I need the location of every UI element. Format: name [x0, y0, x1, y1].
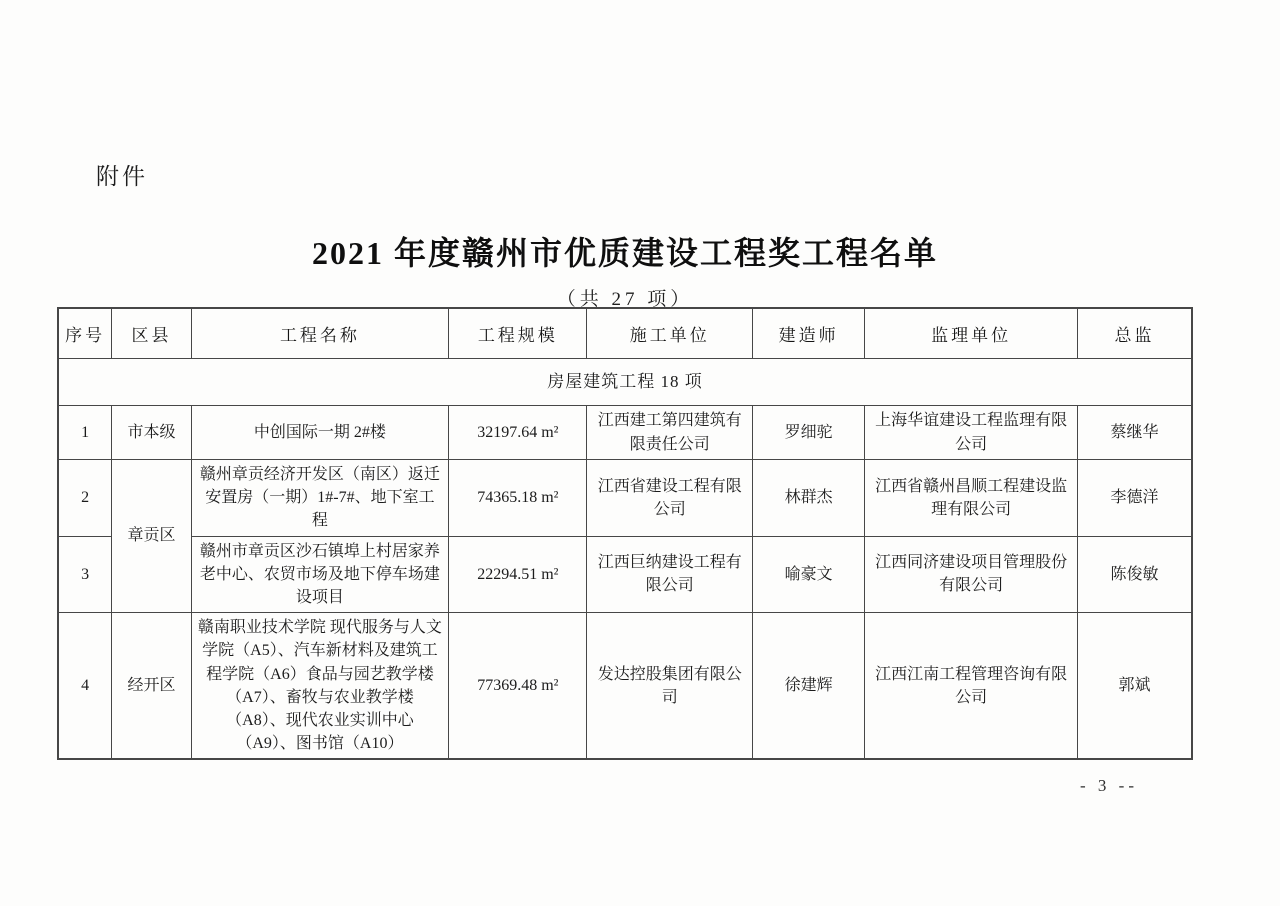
- cell-builder: 喻豪文: [753, 536, 865, 613]
- cell-chief-supervisor: 李德洋: [1077, 460, 1192, 537]
- cell-contractor: 江西巨纳建设工程有限公司: [587, 536, 753, 613]
- cell-district: 章贡区: [112, 460, 191, 613]
- cell-district: 市本级: [112, 406, 191, 460]
- cell-supervision-unit: 江西同济建设项目管理股份有限公司: [865, 536, 1078, 613]
- table-row: [58, 460, 1192, 537]
- cell-project-name: 赣州市章贡区沙石镇埠上村居家养老中心、农贸市场及地下停车场建设项目: [191, 536, 448, 613]
- page-number: - 3 --: [1080, 776, 1138, 795]
- cell-contractor: 江西建工第四建筑有限责任公司: [587, 406, 753, 460]
- cell-project-name: 赣南职业技术学院 现代服务与人文学院（A5）、汽车新材料及建筑工程学院（A6）食品与园艺教学楼（A7）、畜牧与农业教学楼（A8）、现代农业实训中心（A9）、图书馆（A10）: [191, 613, 448, 760]
- cell-supervision-unit: 上海华谊建设工程监理有限公司: [865, 406, 1078, 460]
- column-header-builder: 建造师: [753, 308, 865, 359]
- projects-table: [57, 307, 1193, 760]
- cell-no: 2: [58, 460, 112, 537]
- cell-builder: 林群杰: [753, 460, 865, 537]
- cell-chief-supervisor: 蔡继华: [1077, 406, 1192, 460]
- cell-scale: 22294.51 m²: [449, 536, 587, 613]
- attachment-label: 附件: [96, 164, 148, 189]
- cell-contractor: 江西省建设工程有限公司: [587, 460, 753, 537]
- column-header-scale: 工程规模: [449, 308, 587, 359]
- cell-builder: 罗细驼: [753, 406, 865, 460]
- cell-no: 3: [58, 536, 112, 613]
- cell-district: 经开区: [112, 613, 191, 760]
- title-block: [57, 228, 1193, 311]
- cell-supervision-unit: 江西江南工程管理咨询有限公司: [865, 613, 1078, 760]
- cell-supervision-unit: 江西省赣州昌顺工程建设监理有限公司: [865, 460, 1078, 537]
- section-header-row: [58, 359, 1192, 406]
- table-row: [58, 536, 1192, 613]
- cell-chief-supervisor: 陈俊敏: [1077, 536, 1192, 613]
- column-header-district: 区县: [112, 308, 191, 359]
- cell-no: 4: [58, 613, 112, 760]
- page-subtitle: （共 27 项）: [556, 289, 694, 310]
- column-header-project-name: 工程名称: [191, 308, 448, 359]
- column-header-no: 序号: [58, 308, 112, 359]
- table-row: [58, 613, 1192, 760]
- cell-scale: 32197.64 m²: [449, 406, 587, 460]
- table-row: [58, 406, 1192, 460]
- cell-builder: 徐建辉: [753, 613, 865, 760]
- cell-project-name: 中创国际一期 2#楼: [191, 406, 448, 460]
- page-title: 2021 年度赣州市优质建设工程奖工程名单: [311, 235, 938, 271]
- cell-contractor: 发达控股集团有限公司: [587, 613, 753, 760]
- cell-no: 1: [58, 406, 112, 460]
- column-header-chief-supervisor: 总监: [1077, 308, 1192, 359]
- section-header: 房屋建筑工程 18 项: [58, 359, 1192, 406]
- column-header-contractor: 施工单位: [587, 308, 753, 359]
- column-header-supervision-unit: 监理单位: [865, 308, 1078, 359]
- cell-scale: 74365.18 m²: [449, 460, 587, 537]
- table-header-row: [58, 308, 1192, 359]
- cell-scale: 77369.48 m²: [449, 613, 587, 760]
- cell-project-name: 赣州章贡经济开发区（南区）返迁安置房（一期）1#-7#、地下室工程: [191, 460, 448, 537]
- cell-chief-supervisor: 郭斌: [1077, 613, 1192, 760]
